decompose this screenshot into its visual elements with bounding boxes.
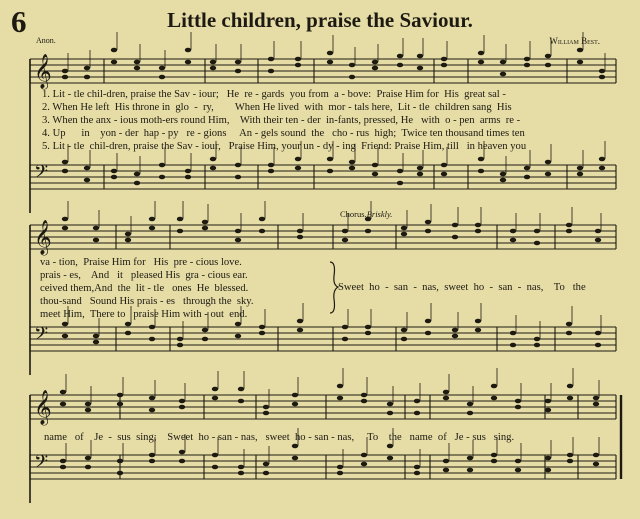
note-head: [235, 238, 241, 243]
note-head: [238, 465, 244, 470]
note-head: [441, 172, 447, 177]
note-head: [93, 340, 99, 345]
note-head: [500, 178, 506, 183]
note-head: [238, 399, 244, 404]
note-head: [327, 157, 333, 162]
note-head: [149, 217, 155, 222]
note-head: [401, 328, 407, 333]
note-head: [268, 69, 274, 74]
note-head: [212, 453, 218, 458]
note-head: [342, 229, 348, 234]
note-head: [425, 319, 431, 324]
verse-end-line-3: ceived them,And the lit - tle ones He blessed.: [40, 283, 249, 294]
note-head: [149, 408, 155, 413]
note-head: [577, 172, 583, 177]
note-head: [235, 163, 241, 168]
note-head: [111, 175, 117, 180]
note-head: [185, 48, 191, 53]
note-head: [235, 229, 241, 234]
note-head: [593, 462, 599, 467]
note-head: [567, 459, 573, 464]
verse-end-line-2: prais - es, And it pleased His gra - cious ear.: [40, 270, 248, 281]
treble-clef-icon: 𝄞: [34, 390, 52, 425]
note-head: [452, 223, 458, 228]
note-head: [342, 337, 348, 342]
note-head: [212, 465, 218, 470]
note-head: [62, 75, 68, 80]
note-head: [524, 57, 530, 62]
note-head: [212, 387, 218, 392]
note-head: [62, 69, 68, 74]
note-head: [491, 396, 497, 401]
note-head: [397, 54, 403, 59]
note-head: [259, 325, 265, 330]
note-head: [295, 63, 301, 68]
note-head: [467, 456, 473, 461]
note-head: [475, 229, 481, 234]
note-head: [491, 384, 497, 389]
note-head: [491, 459, 497, 464]
music-credit: William Best.: [549, 36, 600, 46]
note-head: [417, 54, 423, 59]
note-head: [577, 60, 583, 65]
note-head: [387, 444, 393, 449]
note-head: [452, 334, 458, 339]
note-head: [524, 63, 530, 68]
note-head: [387, 402, 393, 407]
note-head: [567, 396, 573, 401]
note-head: [534, 241, 540, 246]
note-head: [259, 217, 265, 222]
note-head: [593, 453, 599, 458]
note-head: [545, 54, 551, 59]
note-head: [185, 169, 191, 174]
note-head: [510, 343, 516, 348]
note-head: [397, 63, 403, 68]
note-head: [401, 337, 407, 342]
words-credit: Anon.: [36, 36, 56, 45]
note-head: [179, 399, 185, 404]
note-head: [85, 465, 91, 470]
note-head: [84, 66, 90, 71]
note-head: [510, 331, 516, 336]
note-head: [62, 169, 68, 174]
note-head: [159, 66, 165, 71]
note-head: [467, 411, 473, 416]
note-head: [111, 169, 117, 174]
note-head: [177, 217, 183, 222]
note-head: [577, 48, 583, 53]
note-head: [210, 60, 216, 65]
note-head: [238, 471, 244, 476]
note-head: [93, 226, 99, 231]
note-head: [425, 229, 431, 234]
note-head: [545, 172, 551, 177]
note-head: [401, 232, 407, 237]
note-head: [397, 181, 403, 186]
note-head: [566, 229, 572, 234]
note-head: [349, 166, 355, 171]
note-head: [595, 343, 601, 348]
note-head: [524, 175, 530, 180]
note-head: [595, 229, 601, 234]
note-head: [417, 66, 423, 71]
note-head: [349, 160, 355, 165]
note-head: [491, 453, 497, 458]
note-head: [93, 238, 99, 243]
note-head: [327, 60, 333, 65]
bass-clef-icon: 𝄢: [34, 452, 49, 477]
note-head: [327, 169, 333, 174]
note-head: [414, 471, 420, 476]
note-head: [85, 408, 91, 413]
note-head: [475, 319, 481, 324]
note-head: [84, 178, 90, 183]
note-head: [263, 471, 269, 476]
note-head: [599, 75, 605, 80]
note-head: [125, 238, 131, 243]
note-head: [177, 337, 183, 342]
note-head: [268, 169, 274, 174]
note-head: [159, 175, 165, 180]
verse-end-line-4: thou-sand Sound His prais - es through the sky.: [40, 296, 254, 307]
note-head: [365, 229, 371, 234]
note-head: [235, 69, 241, 74]
verse-line-2: 2. When He left His throne in glo - ry, When He lived with mor - tals here, Lit - tle children sang His: [42, 102, 512, 113]
note-head: [125, 232, 131, 237]
note-head: [259, 229, 265, 234]
note-head: [85, 402, 91, 407]
note-head: [134, 172, 140, 177]
note-head: [545, 456, 551, 461]
hymn-number: 6: [11, 4, 27, 39]
note-head: [515, 468, 521, 473]
note-head: [443, 390, 449, 395]
verse-line-3: 3. When the anx - ious moth-ers round Him, With their ten - der in-fants, pressed, He with o - pen arms re -: [42, 115, 521, 126]
note-head: [443, 396, 449, 401]
note-head: [85, 456, 91, 461]
note-head: [414, 411, 420, 416]
verse-line-5: 5. Lit - tle chil-dren, praise the Sav - iour, Praise Him, your un - dy - ing Friend: Praise Him, till in heaven you: [42, 141, 527, 152]
note-head: [297, 229, 303, 234]
note-head: [524, 166, 530, 171]
chorus-label: Chorus.: [340, 209, 367, 219]
note-head: [292, 456, 298, 461]
note-head: [149, 459, 155, 464]
note-head: [534, 337, 540, 342]
note-head: [179, 405, 185, 410]
note-head: [297, 328, 303, 333]
note-head: [387, 411, 393, 416]
note-head: [467, 402, 473, 407]
note-head: [372, 172, 378, 177]
note-head: [62, 160, 68, 165]
note-head: [475, 223, 481, 228]
note-head: [60, 390, 66, 395]
note-head: [441, 57, 447, 62]
note-head: [365, 331, 371, 336]
note-head: [185, 60, 191, 65]
note-head: [210, 66, 216, 71]
note-head: [342, 238, 348, 243]
note-head: [510, 229, 516, 234]
final-lyrics: name of Je - sus sing; Sweet ho - san - nas, sweet ho - san - nas, To the name of Je - sus sing.: [44, 432, 515, 443]
note-head: [263, 405, 269, 410]
note-head: [185, 175, 191, 180]
note-head: [452, 328, 458, 333]
note-head: [515, 399, 521, 404]
note-head: [297, 235, 303, 240]
chorus-brace: [330, 262, 338, 313]
note-head: [263, 411, 269, 416]
note-head: [593, 402, 599, 407]
note-head: [372, 60, 378, 65]
note-head: [545, 468, 551, 473]
note-head: [452, 235, 458, 240]
note-head: [212, 396, 218, 401]
note-head: [125, 331, 131, 336]
note-head: [327, 51, 333, 56]
verse-end-line-5: meet Him, There to praise Him with - out end.: [40, 309, 248, 320]
note-head: [337, 465, 343, 470]
note-head: [235, 322, 241, 327]
note-head: [397, 169, 403, 174]
note-head: [149, 325, 155, 330]
note-head: [425, 220, 431, 225]
note-head: [414, 399, 420, 404]
note-head: [414, 465, 420, 470]
note-head: [60, 459, 66, 464]
note-head: [159, 75, 165, 80]
note-head: [595, 238, 601, 243]
note-head: [387, 456, 393, 461]
note-head: [259, 331, 265, 336]
note-head: [268, 57, 274, 62]
note-head: [84, 75, 90, 80]
note-head: [60, 465, 66, 470]
hymn-title: Little children, praise the Saviour.: [167, 8, 473, 32]
note-head: [577, 166, 583, 171]
note-head: [567, 453, 573, 458]
note-head: [545, 408, 551, 413]
note-head: [149, 337, 155, 342]
note-head: [159, 163, 165, 168]
note-head: [179, 459, 185, 464]
note-head: [111, 48, 117, 53]
note-head: [361, 393, 367, 398]
note-head: [235, 334, 241, 339]
note-head: [134, 181, 140, 186]
note-head: [210, 166, 216, 171]
note-head: [599, 166, 605, 171]
note-head: [441, 163, 447, 168]
note-head: [534, 229, 540, 234]
note-head: [545, 63, 551, 68]
note-head: [593, 396, 599, 401]
note-head: [478, 60, 484, 65]
note-head: [475, 328, 481, 333]
note-head: [545, 160, 551, 165]
note-head: [295, 166, 301, 171]
note-head: [545, 399, 551, 404]
note-head: [425, 331, 431, 336]
note-head: [510, 238, 516, 243]
note-head: [295, 157, 301, 162]
note-head: [500, 72, 506, 77]
note-head: [500, 172, 506, 177]
note-head: [111, 60, 117, 65]
note-head: [467, 468, 473, 473]
note-head: [361, 462, 367, 467]
note-head: [295, 57, 301, 62]
chorus-lyrics: Sweet ho - san - nas, sweet ho - san - nas, To the: [338, 282, 586, 293]
note-head: [292, 444, 298, 449]
note-head: [268, 163, 274, 168]
bass-clef-icon: 𝄢: [34, 162, 49, 187]
note-head: [149, 453, 155, 458]
note-head: [62, 226, 68, 231]
note-head: [515, 405, 521, 410]
note-head: [134, 66, 140, 71]
note-head: [292, 402, 298, 407]
note-head: [599, 157, 605, 162]
note-head: [372, 163, 378, 168]
note-head: [84, 166, 90, 171]
note-head: [125, 322, 131, 327]
note-head: [599, 69, 605, 74]
note-head: [401, 226, 407, 231]
note-head: [566, 331, 572, 336]
note-head: [202, 337, 208, 342]
note-head: [235, 175, 241, 180]
note-head: [349, 75, 355, 80]
note-head: [417, 172, 423, 177]
note-head: [202, 226, 208, 231]
verse-line-4: 4. Up in yon - der hap - py re - gions An - gels sound the cho - rus high; Twice ten thousand times ten: [42, 128, 525, 139]
note-head: [443, 468, 449, 473]
note-head: [263, 462, 269, 467]
note-head: [349, 63, 355, 68]
note-head: [417, 166, 423, 171]
note-head: [60, 402, 66, 407]
note-head: [179, 450, 185, 455]
chorus-tempo: Briskly.: [366, 209, 393, 219]
note-head: [62, 322, 68, 327]
note-head: [361, 453, 367, 458]
note-head: [361, 399, 367, 404]
note-head: [297, 319, 303, 324]
note-head: [566, 223, 572, 228]
note-head: [210, 157, 216, 162]
note-head: [534, 343, 540, 348]
note-head: [342, 325, 348, 330]
note-head: [292, 393, 298, 398]
note-head: [443, 459, 449, 464]
note-head: [134, 60, 140, 65]
note-head: [372, 66, 378, 71]
note-head: [365, 325, 371, 330]
bass-clef-icon: 𝄢: [34, 324, 49, 349]
note-head: [337, 471, 343, 476]
note-head: [235, 60, 241, 65]
note-head: [337, 396, 343, 401]
note-head: [337, 384, 343, 389]
treble-clef-icon: 𝄞: [34, 54, 52, 89]
note-head: [149, 396, 155, 401]
note-head: [202, 328, 208, 333]
note-head: [238, 387, 244, 392]
note-head: [177, 343, 183, 348]
treble-clef-icon: 𝄞: [34, 220, 52, 255]
note-head: [478, 51, 484, 56]
verse-line-1: 1. Lit - tle chil-dren, praise the Sav - iour; He re - gards you from a - bove: Praise Him for His great sal -: [42, 89, 506, 100]
verse-end-line-1: va - tion, Praise Him for His pre - cious love.: [40, 257, 242, 268]
note-head: [500, 60, 506, 65]
note-head: [595, 331, 601, 336]
chorus-heading: [340, 209, 392, 219]
note-head: [478, 157, 484, 162]
note-head: [62, 334, 68, 339]
note-head: [202, 220, 208, 225]
note-head: [566, 322, 572, 327]
note-head: [93, 334, 99, 339]
note-head: [567, 384, 573, 389]
note-head: [441, 63, 447, 68]
note-head: [478, 169, 484, 174]
note-head: [515, 459, 521, 464]
note-head: [62, 217, 68, 222]
note-head: [177, 229, 183, 234]
note-head: [149, 226, 155, 231]
